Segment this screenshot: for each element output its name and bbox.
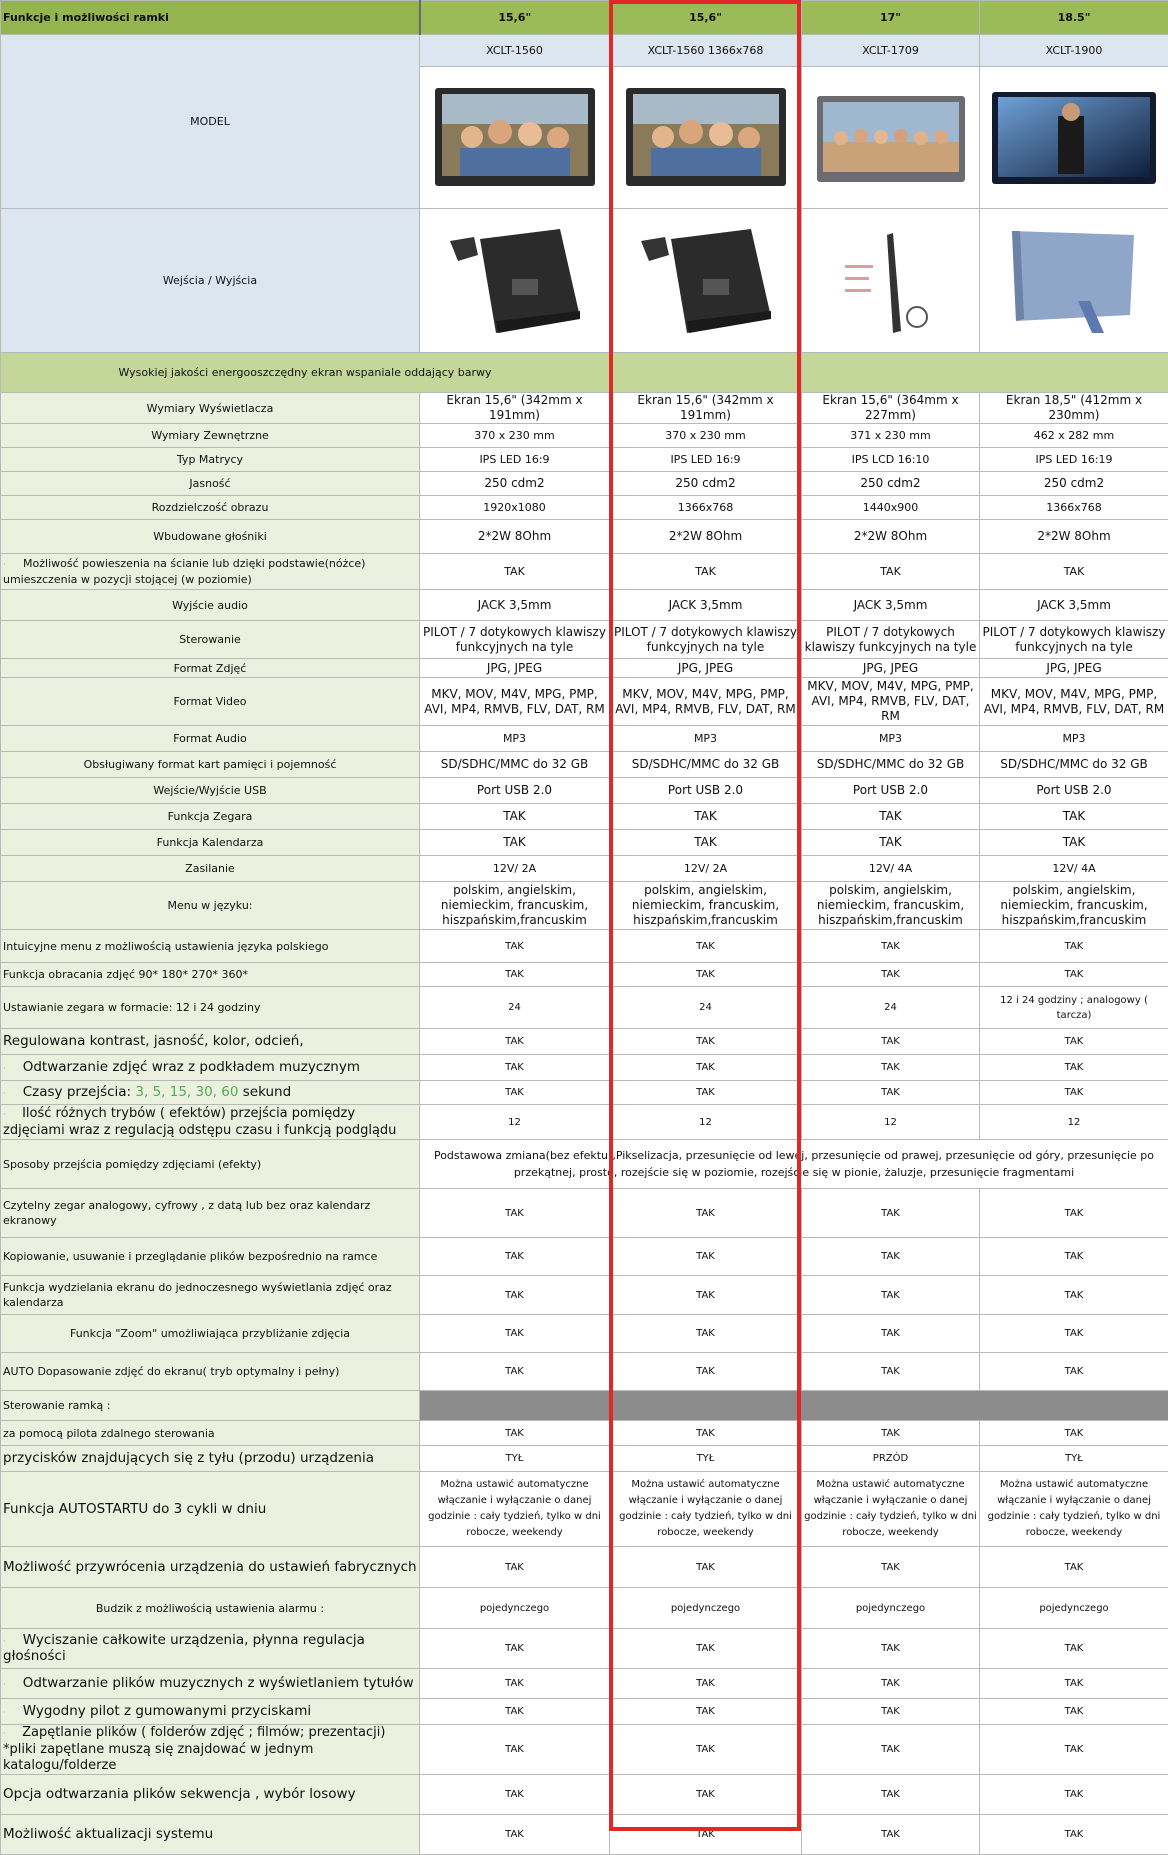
spec-value: IPS LED 16:9 — [420, 448, 610, 472]
spec-value: MP3 — [420, 726, 610, 752]
feature-value: TAK — [980, 1353, 1168, 1391]
feature-value: TAK — [610, 1081, 802, 1105]
control-label: Możliwość aktualizacji systemu — [1, 1815, 420, 1855]
spec-value: MP3 — [802, 726, 980, 752]
spec-value: JACK 3,5mm — [980, 590, 1168, 621]
size-col-3: 17" — [802, 1, 980, 35]
feature-value: TAK — [610, 930, 802, 963]
feature-label: Kopiowanie, usuwanie i przeglądanie plików bezpośrednio na ramce — [1, 1238, 420, 1276]
side-photo-3 — [802, 209, 980, 353]
spec-label: Typ Matrycy — [1, 448, 420, 472]
spec-label: Sterowanie — [1, 621, 420, 659]
spec-value: PILOT / 7 dotykowych klawiszy funkcyjnych na tyle — [420, 621, 610, 659]
spec-value: Port USB 2.0 — [980, 778, 1168, 804]
product-photo-2 — [610, 67, 802, 209]
feature-label: Intuicyjne menu z możliwością ustawienia języka polskiego — [1, 930, 420, 963]
spec-value: JACK 3,5mm — [802, 590, 980, 621]
control-value: TAK — [802, 1699, 980, 1725]
io-label: Wejścia / Wyjścia — [1, 209, 420, 353]
spec-value: MKV, MOV, M4V, MPG, PMP, AVI, MP4, RMVB, FLV, DAT, RM — [980, 678, 1168, 726]
spec-value: MKV, MOV, M4V, MPG, PMP, AVI, MP4, RMVB, FLV, DAT, RM — [420, 678, 610, 726]
feature-value: TAK — [980, 1081, 1168, 1105]
feature-label: Czytelny zegar analogowy, cyfrowy , z datą lub bez oraz kalendarz ekranowy — [1, 1189, 420, 1238]
spec-value: polskim, angielskim, niemieckim, francuskim, hiszpańskim,francuskim — [420, 882, 610, 930]
spec-value: 370 x 230 mm — [610, 424, 802, 448]
control-value: TAK — [610, 1421, 802, 1446]
spec-value: 370 x 230 mm — [420, 424, 610, 448]
control-value: TAK — [980, 1421, 1168, 1446]
spec-value: Port USB 2.0 — [610, 778, 802, 804]
product-photo-3 — [802, 67, 980, 209]
spec-value: 1920x1080 — [420, 496, 610, 520]
spec-value: PILOT / 7 dotykowych klawiszy funkcyjnych na tyle — [802, 621, 980, 659]
spec-value: PILOT / 7 dotykowych klawiszy funkcyjnych na tyle — [610, 621, 802, 659]
feature-value: TAK — [610, 1055, 802, 1081]
feature-value: TAK — [420, 1315, 610, 1353]
control-value: TAK — [420, 1699, 610, 1725]
feature-value: TAK — [420, 1055, 610, 1081]
table-title: Funkcje i możliwości ramki — [1, 1, 420, 35]
feature-value: TAK — [802, 1189, 980, 1238]
spec-value: 371 x 230 mm — [802, 424, 980, 448]
spec-label: Menu w języku: — [1, 882, 420, 930]
feature-value: 24 — [802, 987, 980, 1029]
control-value: TAK — [610, 1815, 802, 1855]
feature-label: Regulowana kontrast, jasność, kolor, odcień, — [1, 1029, 420, 1055]
model-label: MODEL — [1, 35, 420, 209]
control-value: TAK — [420, 1815, 610, 1855]
feature-value: TAK — [802, 1315, 980, 1353]
control-label: Możliwość przywrócenia urządzenia do ustawień fabrycznych — [1, 1547, 420, 1588]
spec-value: 250 cdm2 — [420, 472, 610, 496]
spec-value: polskim, angielskim, niemieckim, francuskim, hiszpańskim,francuskim — [980, 882, 1168, 930]
feature-value: TAK — [802, 1081, 980, 1105]
spec-value: 12V/ 4A — [980, 856, 1168, 882]
spec-value: polskim, angielskim, niemieckim, francuskim, hiszpańskim,francuskim — [610, 882, 802, 930]
feature-value: TAK — [802, 930, 980, 963]
feature-value: TAK — [420, 963, 610, 987]
model-name-1: XCLT-1560 — [420, 35, 610, 67]
control-value: TAK — [610, 1629, 802, 1669]
spec-value: polskim, angielskim, niemieckim, francuskim, hiszpańskim,francuskim — [802, 882, 980, 930]
spec-value: IPS LED 16:9 — [610, 448, 802, 472]
control-value: pojedynczego — [802, 1588, 980, 1629]
feature-label: AUTO Dopasowanie zdjęć do ekranu( tryb optymalny i pełny) — [1, 1353, 420, 1391]
spec-value: 250 cdm2 — [802, 472, 980, 496]
product-photo-4 — [980, 67, 1168, 209]
feature-value: 24 — [610, 987, 802, 1029]
control-value: TAK — [802, 1725, 980, 1775]
feature-value: 12 — [420, 1105, 610, 1140]
feature-value: TAK — [610, 1029, 802, 1055]
spec-label: Rozdzielczość obrazu — [1, 496, 420, 520]
spec-label: Wbudowane głośniki — [1, 520, 420, 554]
feature-value: TAK — [980, 1055, 1168, 1081]
spec-value: SD/SDHC/MMC do 32 GB — [420, 752, 610, 778]
model-name-3: XCLT-1709 — [802, 35, 980, 67]
spec-value: Ekran 18,5" (412mm x 230mm) — [980, 393, 1168, 424]
spec-value: 462 x 282 mm — [980, 424, 1168, 448]
control-value: Można ustawić automatyczne włączanie i wyłączanie o danej godzinie : cały tydzień, tylko w dni robocze, weekendy — [980, 1472, 1168, 1547]
spec-value: PILOT / 7 dotykowych klawiszy funkcyjnych na tyle — [980, 621, 1168, 659]
spec-label: Wymiary Zewnętrzne — [1, 424, 420, 448]
spec-value: 2*2W 8Ohm — [610, 520, 802, 554]
control-value: Można ustawić automatyczne włączanie i wyłączanie o danej godzinie : cały tydzień, tylko w dni robocze, weekendy — [420, 1472, 610, 1547]
size-col-4: 18.5" — [980, 1, 1168, 35]
spec-value: IPS LED 16:19 — [980, 448, 1168, 472]
control-value: TAK — [610, 1699, 802, 1725]
control-value: TAK — [980, 1629, 1168, 1669]
feature-value: TAK — [420, 1276, 610, 1315]
spec-value: SD/SDHC/MMC do 32 GB — [802, 752, 980, 778]
spec-value: TAK — [610, 804, 802, 830]
feature-value: TAK — [420, 1029, 610, 1055]
spec-value: MP3 — [980, 726, 1168, 752]
feature-value: TAK — [802, 1238, 980, 1276]
spec-label: Zasilanie — [1, 856, 420, 882]
feature-label: · Odtwarzanie zdjęć wraz z podkładem muzycznym — [1, 1055, 420, 1081]
spec-value: JPG, JPEG — [420, 659, 610, 678]
feature-value: TAK — [980, 1189, 1168, 1238]
control-value: pojedynczego — [610, 1588, 802, 1629]
spec-value: 1366x768 — [980, 496, 1168, 520]
feature-value: TAK — [610, 1315, 802, 1353]
spec-value: SD/SDHC/MMC do 32 GB — [980, 752, 1168, 778]
control-value: TAK — [802, 1421, 980, 1446]
feature-value: TAK — [420, 1353, 610, 1391]
control-value: TAK — [802, 1775, 980, 1815]
spec-value: 12V/ 2A — [420, 856, 610, 882]
back-photo-4 — [980, 209, 1168, 353]
spec-value: JPG, JPEG — [610, 659, 802, 678]
control-value: TAK — [980, 1775, 1168, 1815]
spec-value: 2*2W 8Ohm — [420, 520, 610, 554]
feature-value: TAK — [802, 963, 980, 987]
spec-value: Ekran 15,6" (364mm x 227mm) — [802, 393, 980, 424]
control-value: TAK — [610, 1669, 802, 1699]
spec-value: MKV, MOV, M4V, MPG, PMP, AVI, MP4, RMVB, FLV, DAT, RM — [802, 678, 980, 726]
spec-value: TAK — [802, 554, 980, 590]
back-photo-1 — [420, 209, 610, 353]
control-label: · Wyciszanie całkowite urządzenia, płynna regulacja głośności — [1, 1629, 420, 1669]
spec-value: TAK — [980, 830, 1168, 856]
spec-value: TAK — [610, 554, 802, 590]
control-value: TAK — [420, 1775, 610, 1815]
spec-value: MKV, MOV, M4V, MPG, PMP, AVI, MP4, RMVB, FLV, DAT, RM — [610, 678, 802, 726]
spec-label: Funkcja Zegara — [1, 804, 420, 830]
section-divider — [420, 1391, 1168, 1421]
model-name-4: XCLT-1900 — [980, 35, 1168, 67]
control-value: TAK — [980, 1547, 1168, 1588]
control-value: TAK — [980, 1725, 1168, 1775]
spec-label: Funkcja Kalendarza — [1, 830, 420, 856]
control-value: TAK — [802, 1629, 980, 1669]
feature-value: TAK — [610, 963, 802, 987]
control-value: TYŁ — [420, 1446, 610, 1472]
spec-value: JPG, JPEG — [802, 659, 980, 678]
spec-label: Wyjście audio — [1, 590, 420, 621]
control-value: TAK — [802, 1669, 980, 1699]
control-label: za pomocą pilota zdalnego sterowania — [1, 1421, 420, 1446]
spec-label: Format Zdjęć — [1, 659, 420, 678]
feature-value: 24 — [420, 987, 610, 1029]
spec-label: Wejście/Wyjście USB — [1, 778, 420, 804]
control-value: TAK — [802, 1815, 980, 1855]
spec-label: Format Video — [1, 678, 420, 726]
spec-value: 12V/ 4A — [802, 856, 980, 882]
control-value: TYŁ — [610, 1446, 802, 1472]
control-value: pojedynczego — [980, 1588, 1168, 1629]
feature-value: 12 — [980, 1105, 1168, 1140]
control-label: Funkcja AUTOSTARTU do 3 cykli w dniu — [1, 1472, 420, 1547]
feature-value: TAK — [420, 930, 610, 963]
back-photo-2 — [610, 209, 802, 353]
control-value: pojedynczego — [420, 1588, 610, 1629]
spec-value: TAK — [420, 804, 610, 830]
spec-label: Jasność — [1, 472, 420, 496]
spec-value: TAK — [420, 830, 610, 856]
feature-value: TAK — [980, 1238, 1168, 1276]
feature-value: TAK — [980, 1276, 1168, 1315]
control-value: TYŁ — [980, 1446, 1168, 1472]
spec-value: IPS LCD 16:10 — [802, 448, 980, 472]
feature-value: TAK — [980, 1315, 1168, 1353]
feature-value: TAK — [802, 1055, 980, 1081]
feature-value: TAK — [980, 963, 1168, 987]
spec-value: 1440x900 — [802, 496, 980, 520]
feature-value: 12 — [610, 1105, 802, 1140]
control-label: · Wygodny pilot z gumowanymi przyciskami — [1, 1699, 420, 1725]
feature-value: TAK — [980, 930, 1168, 963]
control-value: TAK — [610, 1547, 802, 1588]
control-label: Opcja odtwarzania plików sekwencja , wybór losowy — [1, 1775, 420, 1815]
feature-label: Funkcja wydzielania ekranu do jednoczesnego wyświetlania zdjęć oraz kalendarza — [1, 1276, 420, 1315]
control-value: TAK — [610, 1725, 802, 1775]
control-value: TAK — [802, 1547, 980, 1588]
feature-value: TAK — [802, 1276, 980, 1315]
size-col-1: 15,6" — [420, 1, 610, 35]
size-col-2: 15,6" — [610, 1, 802, 35]
control-value: TAK — [420, 1725, 610, 1775]
control-value: TAK — [420, 1421, 610, 1446]
spec-label: Wymiary Wyświetlacza — [1, 393, 420, 424]
spec-value: TAK — [802, 804, 980, 830]
control-value: Można ustawić automatyczne włączanie i wyłączanie o danej godzinie : cały tydzień, tylko w dni robocze, weekendy — [802, 1472, 980, 1547]
spec-value: 2*2W 8Ohm — [802, 520, 980, 554]
spec-label: · Możliwość powieszenia na ścianie lub dzięki podstawie(nóżce) umieszczenia w pozycji stojącej (w poziomie) — [1, 554, 420, 590]
control-value: TAK — [420, 1547, 610, 1588]
feature-value: TAK — [610, 1276, 802, 1315]
spec-value: 12V/ 2A — [610, 856, 802, 882]
feature-value: TAK — [802, 1029, 980, 1055]
control-label: Budzik z możliwością ustawienia alarmu : — [1, 1588, 420, 1629]
spec-label: Obsługiwany format kart pamięci i pojemność — [1, 752, 420, 778]
control-label: · Odtwarzanie plików muzycznych z wyświetlaniem tytułów — [1, 1669, 420, 1699]
feature-label: Ustawianie zegara w formacie: 12 i 24 godziny — [1, 987, 420, 1029]
spec-label: Format Audio — [1, 726, 420, 752]
spec-value: Ekran 15,6" (342mm x 191mm) — [610, 393, 802, 424]
feature-value: TAK — [610, 1353, 802, 1391]
feature-label: Funkcja "Zoom" umożliwiająca przybliżanie zdjęcia — [1, 1315, 420, 1353]
control-value: TAK — [420, 1669, 610, 1699]
spec-value: TAK — [980, 554, 1168, 590]
feature-value: TAK — [420, 1238, 610, 1276]
spec-value: Ekran 15,6" (342mm x 191mm) — [420, 393, 610, 424]
feature-value: 12 — [802, 1105, 980, 1140]
feature-label: · Ilość różnych trybów ( efektów) przejścia pomiędzy zdjęciami wraz z regulacją odstępu czasu i funkcją podglądu — [1, 1105, 420, 1140]
feature-value: TAK — [980, 1029, 1168, 1055]
spec-value: Port USB 2.0 — [802, 778, 980, 804]
spec-value: Port USB 2.0 — [420, 778, 610, 804]
spec-value: 1366x768 — [610, 496, 802, 520]
spec-value: TAK — [980, 804, 1168, 830]
spec-value: TAK — [802, 830, 980, 856]
spec-value: JACK 3,5mm — [420, 590, 610, 621]
product-photo-1 — [420, 67, 610, 209]
spec-value: 2*2W 8Ohm — [980, 520, 1168, 554]
control-label: przycisków znajdujących się z tyłu (przodu) urządzenia — [1, 1446, 420, 1472]
feature-value: TAK — [802, 1353, 980, 1391]
control-label: · Zapętlanie plików ( folderów zdjęć ; filmów; prezentacji) *pliki zapętlane muszą się znajdować w jednym katalogu/folderze — [1, 1725, 420, 1775]
spec-value: JPG, JPEG — [980, 659, 1168, 678]
spec-value: TAK — [420, 554, 610, 590]
transitions-label: Sposoby przejścia pomiędzy zdjęciami (efekty) — [1, 1140, 420, 1189]
control-value: TAK — [980, 1669, 1168, 1699]
control-value: TAK — [980, 1699, 1168, 1725]
transitions-value: Podstawowa zmiana(bez efektu),Pikselizacja, przesunięcie od lewej, przesunięcie od prawej, przesunięcie od góry, przesunięcie po przekątnej, prosto, rozejście się w poziomie, rozejście się w pionie, żaluzje, przesunięcie fragmentami — [420, 1140, 1168, 1189]
control-section-label: Sterowanie ramką : — [1, 1391, 420, 1421]
control-value: TAK — [420, 1629, 610, 1669]
spec-value: JACK 3,5mm — [610, 590, 802, 621]
spec-value: SD/SDHC/MMC do 32 GB — [610, 752, 802, 778]
spec-value: 250 cdm2 — [980, 472, 1168, 496]
feature-value: 12 i 24 godziny ; analogowy ( tarcza) — [980, 987, 1168, 1029]
spec-value: TAK — [610, 830, 802, 856]
feature-value: TAK — [420, 1081, 610, 1105]
control-value: TAK — [610, 1775, 802, 1815]
model-name-2: XCLT-1560 1366x768 — [610, 35, 802, 67]
control-value: PRZÓD — [802, 1446, 980, 1472]
control-value: TAK — [980, 1815, 1168, 1855]
spec-value: MP3 — [610, 726, 802, 752]
feature-label: Funkcja obracania zdjęć 90* 180* 270* 360* — [1, 963, 420, 987]
spec-value: 250 cdm2 — [610, 472, 802, 496]
feature-value: TAK — [610, 1238, 802, 1276]
feature-banner: Wysokiej jakości energooszczędny ekran wspaniale oddający barwy — [1, 353, 610, 393]
control-value: Można ustawić automatyczne włączanie i wyłączanie o danej godzinie : cały tydzień, tylko w dni robocze, weekendy — [610, 1472, 802, 1547]
feature-label: · Czasy przejścia: 3, 5, 15, 30, 60 sekund — [1, 1081, 420, 1105]
feature-value: TAK — [610, 1189, 802, 1238]
feature-value: TAK — [420, 1189, 610, 1238]
